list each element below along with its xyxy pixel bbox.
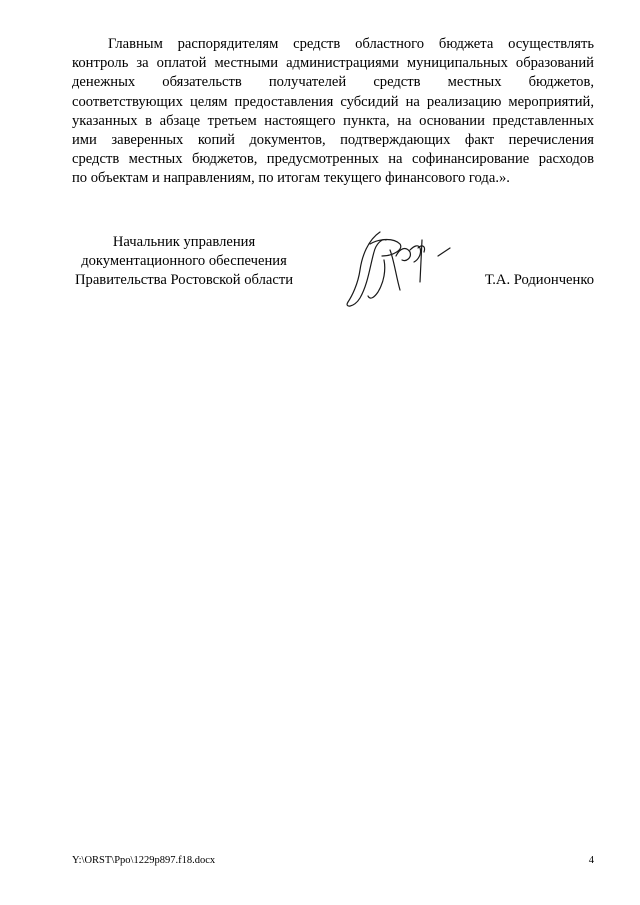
paragraph-line: по объектам и направлениям, по итогам текущего финансового года.».: [72, 170, 510, 187]
footer-file-path: Y:\ORST\Ppo\1229p897.f18.docx: [72, 855, 216, 866]
signatory-title-line: Начальник управления: [112, 234, 256, 250]
signatory-name: Т.А. Родионченко: [484, 272, 594, 288]
paragraph-line: денежных обязательств получателей средств местных бюджетов,: [72, 74, 594, 91]
paragraph-line: контроль за оплатой местными администрациями муниципальных образований: [72, 55, 594, 72]
resolution-paragraph: [72, 35, 594, 189]
signatory-title: [66, 233, 302, 291]
signatory-title-line: Правительства Ростовской области: [74, 272, 294, 289]
paragraph-line: Главным распорядителям средств областного бюджета осуществлять: [108, 36, 594, 52]
handwritten-signature: [340, 226, 454, 310]
paragraph-line: средств местных бюджетов, предусмотренных на софинансирование расходов: [72, 151, 594, 168]
paragraph-line: ими заверенных копий документов, подтверждающих факт перечисления: [72, 131, 594, 148]
signatory-title-line: документационного обеспечения: [81, 253, 287, 270]
paragraph-line: указанных в абзаце третьем настоящего пункта, на основании представленных: [72, 112, 594, 129]
page-number: 4: [588, 855, 594, 866]
paragraph-line: соответствующих целям предоставления субсидий на реализацию мероприятий,: [72, 93, 594, 110]
